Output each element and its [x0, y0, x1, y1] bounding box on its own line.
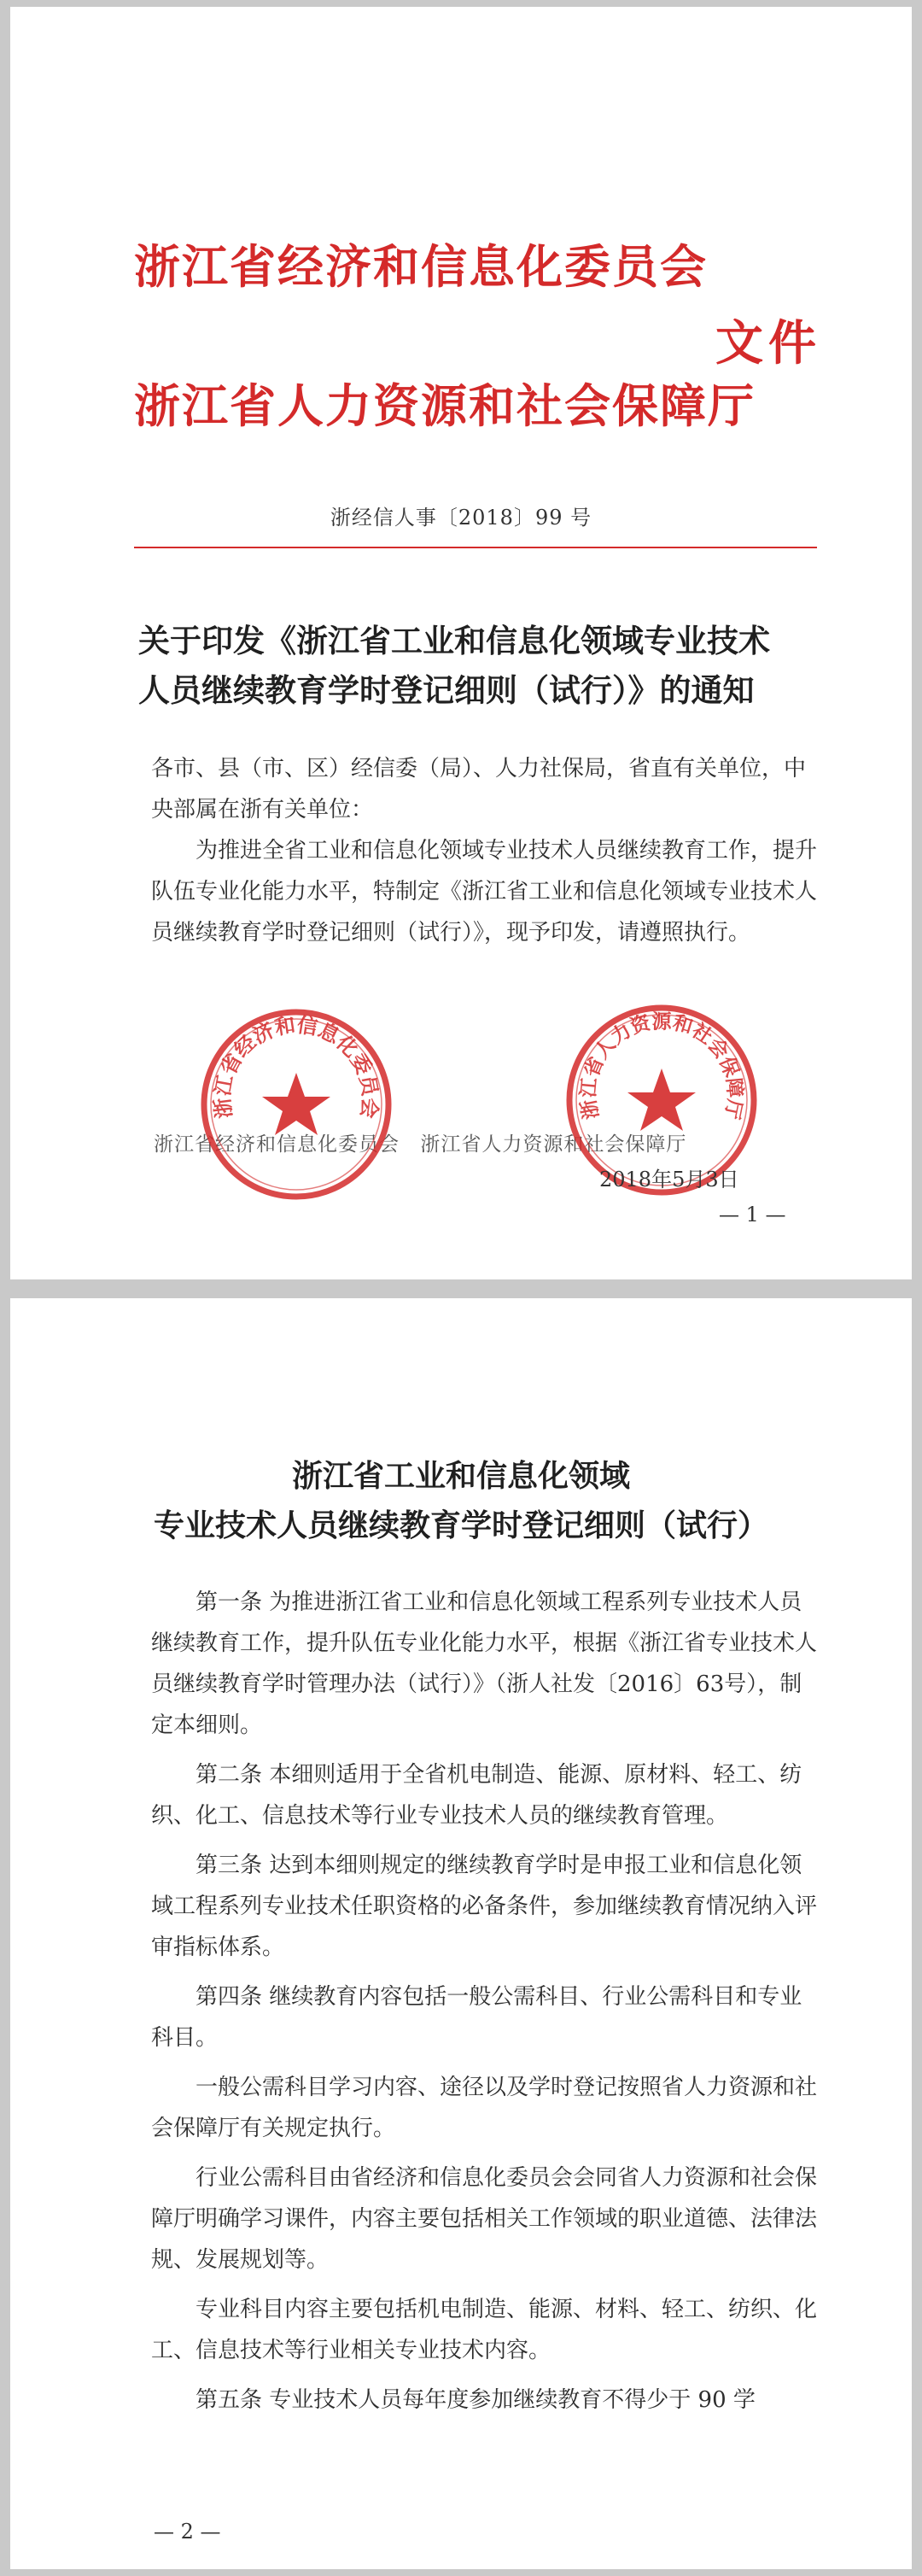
- issuing-org-2: 浙江省人力资源和社会保障厅: [134, 379, 756, 433]
- rules-title-line-2: 专业技术人员继续教育学时登记细则（试行）: [153, 1508, 768, 1543]
- page-number: — 2 —: [154, 2520, 221, 2544]
- page-number: — 1 —: [719, 1203, 786, 1227]
- article-paragraph: 第一条 为推进浙江省工业和信息化领域工程系列专业技术人员继续教育工作，提升队伍专业化能力水平，根据《浙江省专业技术人员继续教育学时管理办法（试行）》（浙人社发〔2016〕63号），制定本细则。: [151, 1590, 818, 1738]
- svg-text:浙江省人力资源和社会保障厅: 浙江省人力资源和社会保障厅: [577, 1010, 746, 1121]
- signatory-left: 浙江省经济和信息化委员会: [154, 1133, 400, 1156]
- document-page-2: [10, 1298, 912, 2569]
- addressee: 各市、县（市、区）经信委（局）、人力社保局，省直有关单位，中央部属在浙有关单位：: [151, 756, 807, 823]
- article-paragraph: 第三条 达到本细则规定的继续教育学时是申报工业和信息化领域工程系列专业技术任职资格的必备条件，参加继续教育情况纳入评审指标体系。: [151, 1853, 818, 1960]
- rules-title-line-1: 浙江省工业和信息化领域: [291, 1459, 630, 1494]
- article-paragraph: 行业公需科目由省经济和信息化委员会会同省人力资源和社会保障厅明确学习课件，内容主要包括相关工作领域的职业道德、法律法规、发展规划等。: [151, 2165, 818, 2273]
- seal-left-icon: [198, 1006, 394, 1203]
- notice-title-line-1: 关于印发《浙江省工业和信息化领域专业技术: [138, 623, 770, 659]
- document-page-1: [10, 7, 912, 1279]
- notice-title-line-2: 人员继续教育学时登记细则（试行）》的通知: [138, 672, 755, 709]
- article-paragraph: 一般公需科目学习内容、途径以及学时登记按照省人力资源和社会保障厅有关规定执行。: [151, 2075, 818, 2141]
- header-divider: [134, 547, 817, 548]
- svg-text:浙江省经济和信息化委员会: 浙江省经济和信息化委员会: [210, 1012, 382, 1120]
- article-paragraph: 第五条 专业技术人员每年度参加继续教育不得少于 90 学: [195, 2387, 756, 2413]
- issue-date: 2018年5月3日: [599, 1168, 739, 1191]
- article-paragraph: 第四条 继续教育内容包括一般公需科目、行业公需科目和专业科目。: [151, 1984, 802, 2051]
- doc-type-label: 文件: [715, 316, 821, 372]
- issuing-org-1: 浙江省经济和信息化委员会: [134, 240, 708, 294]
- signatory-right: 浙江省人力资源和社会保障厅: [420, 1133, 687, 1156]
- notice-body: 为推进全省工业和信息化领域专业技术人员继续教育工作，提升队伍专业化能力水平，特制定《浙江省工业和信息化领域专业技术人员继续教育学时登记细则（试行）》，现予印发，请遵照执行。: [151, 838, 818, 946]
- article-paragraph: 第二条 本细则适用于全省机电制造、能源、原材料、轻工、纺织、化工、信息技术等行业专业技术人员的继续教育管理。: [151, 1762, 802, 1829]
- article-paragraph: 专业科目内容主要包括机电制造、能源、材料、轻工、纺织、化工、信息技术等行业相关专业技术内容。: [151, 2297, 818, 2363]
- document-number: 浙经信人事〔2018〕99 号: [330, 506, 592, 530]
- article-list: [151, 1582, 817, 2429]
